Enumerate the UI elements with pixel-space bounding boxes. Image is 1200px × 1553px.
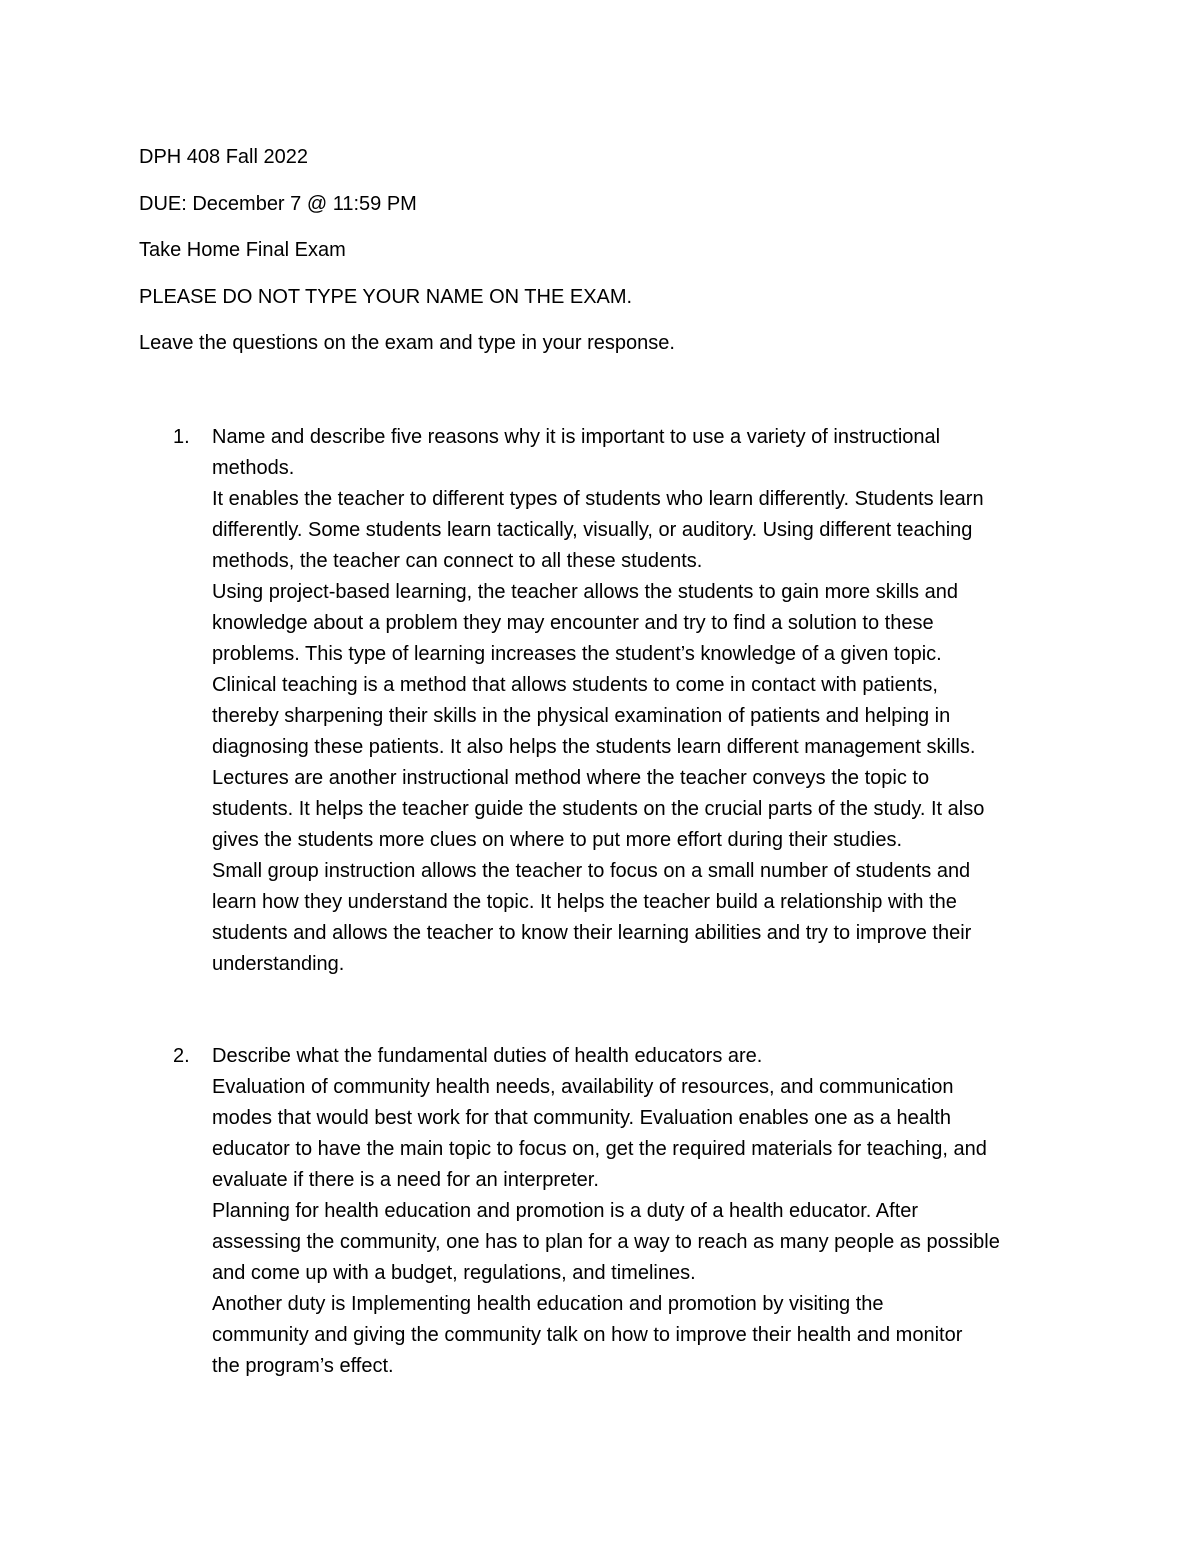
- question-1-answer-line: knowledge about a problem they may encounter and try to find a solution to these: [212, 612, 934, 634]
- question-1-answer-line: Using project-based learning, the teacher allows the students to gain more skills and: [212, 581, 958, 603]
- question-2-answer-line: educator to have the main topic to focus on, get the required materials for teaching, and: [212, 1138, 987, 1160]
- question-1-prompt-line: Name and describe five reasons why it is important to use a variety of instructional: [212, 426, 941, 448]
- question-2-answer-line: community and giving the community talk on how to improve their health and monitor: [212, 1324, 963, 1346]
- question-2-answer-line: Another duty is Implementing health education and promotion by visiting the: [212, 1293, 884, 1315]
- question-2-answer-line: modes that would best work for that community. Evaluation enables one as a health: [212, 1107, 951, 1129]
- question-2-number: 2.: [173, 1045, 190, 1067]
- question-1-answer-line: learn how they understand the topic. It helps the teacher build a relationship with the: [212, 891, 957, 913]
- question-2-answer-line: and come up with a budget, regulations, and timelines.: [212, 1262, 696, 1284]
- question-1-answer-line: diagnosing these patients. It also helps the students learn different management skills.: [212, 736, 976, 758]
- question-1-answer-line: thereby sharpening their skills in the physical examination of patients and helping in: [212, 705, 951, 727]
- question-1-answer-line: understanding.: [212, 953, 345, 975]
- question-1-answer-line: Clinical teaching is a method that allows students to come in contact with patients,: [212, 674, 938, 696]
- question-1-answer-line: It enables the teacher to different types of students who learn differently. Students learn: [212, 488, 984, 510]
- question-1-answer-line: gives the students more clues on where to put more effort during their studies.: [212, 829, 902, 851]
- question-1-answer-line: methods, the teacher can connect to all these students.: [212, 550, 703, 572]
- due-date: DUE: December 7 @ 11:59 PM: [139, 193, 417, 215]
- question-1-prompt-line: methods.: [212, 457, 295, 479]
- question-2-answer-line: evaluate if there is a need for an interpreter.: [212, 1169, 599, 1191]
- question-1-answer-line: Lectures are another instructional method where the teacher conveys the topic to: [212, 767, 930, 789]
- question-1-answer-line: students and allows the teacher to know their learning abilities and try to improve their: [212, 922, 972, 944]
- question-2-answer-line: Evaluation of community health needs, availability of resources, and communication: [212, 1076, 954, 1098]
- question-2-answer-line: the program’s effect.: [212, 1355, 394, 1377]
- question-2-block: [212, 1041, 1092, 1382]
- exam-title: Take Home Final Exam: [139, 239, 346, 261]
- name-notice: PLEASE DO NOT TYPE YOUR NAME ON THE EXAM.: [139, 286, 633, 308]
- question-2-prompt-line: Describe what the fundamental duties of health educators are.: [212, 1045, 763, 1067]
- question-1-answer-line: differently. Some students learn tactically, visually, or auditory. Using different teaching: [212, 519, 973, 541]
- question-2-answer-line: assessing the community, one has to plan for a way to reach as many people as possible: [212, 1231, 1000, 1253]
- question-2-answer-line: Planning for health education and promotion is a duty of a health educator. After: [212, 1200, 919, 1222]
- question-1-answer-line: students. It helps the teacher guide the students on the crucial parts of the study. It also: [212, 798, 985, 820]
- question-1-block: [212, 422, 1092, 980]
- question-1-answer-line: Small group instruction allows the teacher to focus on a small number of students and: [212, 860, 971, 882]
- question-1-number: 1.: [173, 426, 190, 448]
- question-1-answer-line: problems. This type of learning increases the student’s knowledge of a given topic.: [212, 643, 942, 665]
- instructions: Leave the questions on the exam and type in your response.: [139, 332, 675, 354]
- course-title: DPH 408 Fall 2022: [139, 146, 308, 168]
